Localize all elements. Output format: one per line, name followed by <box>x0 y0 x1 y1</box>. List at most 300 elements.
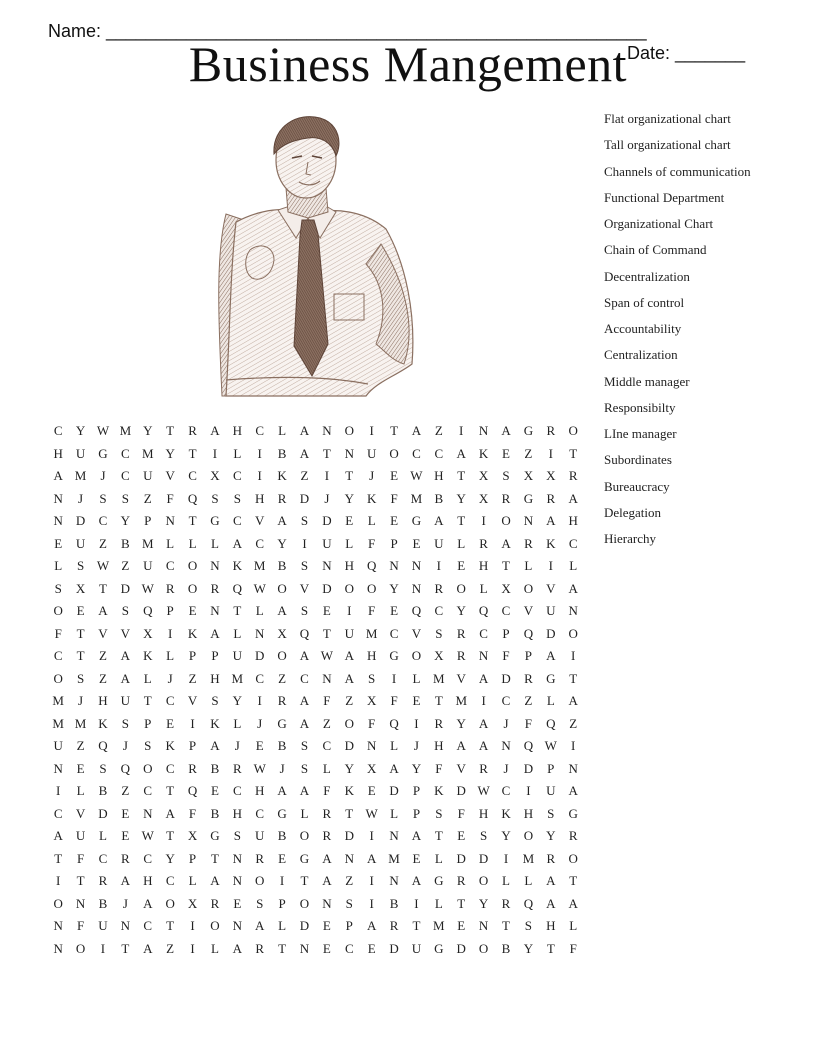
grid-letter[interactable]: N <box>53 918 63 933</box>
grid-letter[interactable]: O <box>568 423 578 438</box>
grid-letter[interactable]: M <box>388 850 400 866</box>
grid-letter[interactable]: T <box>76 625 85 641</box>
grid-letter[interactable]: L <box>457 535 466 551</box>
grid-letter[interactable]: A <box>120 873 131 888</box>
grid-letter[interactable]: I <box>391 670 397 686</box>
grid-letter[interactable]: L <box>166 535 175 551</box>
grid-letter[interactable]: D <box>456 940 466 956</box>
grid-letter[interactable]: M <box>119 423 132 438</box>
grid-letter[interactable]: A <box>568 490 578 506</box>
grid-letter[interactable]: X <box>277 625 287 641</box>
grid-letter[interactable]: C <box>143 850 153 866</box>
grid-letter[interactable]: U <box>75 445 86 461</box>
grid-letter[interactable]: C <box>389 625 399 641</box>
grid-letter[interactable]: F <box>76 918 85 933</box>
grid-letter[interactable]: O <box>478 940 489 956</box>
grid-letter[interactable]: D <box>299 918 310 933</box>
grid-letter[interactable]: T <box>166 783 175 798</box>
grid-letter[interactable]: V <box>411 625 422 641</box>
grid-letter[interactable]: C <box>232 468 242 483</box>
grid-letter[interactable]: C <box>434 445 444 461</box>
grid-letter[interactable]: J <box>234 738 240 753</box>
grid-letter[interactable]: C <box>121 445 130 461</box>
grid-letter[interactable]: B <box>389 895 399 911</box>
grid-letter[interactable]: X <box>366 760 377 776</box>
grid-letter[interactable]: U <box>75 535 86 551</box>
grid-letter[interactable]: R <box>98 873 108 888</box>
grid-letter[interactable]: U <box>434 535 444 551</box>
grid-letter[interactable]: A <box>568 693 578 708</box>
grid-letter[interactable]: E <box>76 760 85 776</box>
grid-letter[interactable]: B <box>98 783 108 798</box>
grid-letter[interactable]: I <box>369 873 374 888</box>
grid-letter[interactable]: D <box>389 783 399 798</box>
grid-letter[interactable]: S <box>144 738 152 753</box>
grid-letter[interactable]: L <box>188 873 197 888</box>
grid-letter[interactable]: G <box>546 670 556 686</box>
grid-letter[interactable]: A <box>299 648 310 663</box>
grid-letter[interactable]: E <box>322 918 331 933</box>
grid-letter[interactable]: H <box>568 513 578 528</box>
grid-letter[interactable]: K <box>546 535 556 551</box>
grid-letter[interactable]: T <box>434 693 443 708</box>
grid-letter[interactable]: R <box>479 760 488 776</box>
grid-letter[interactable]: C <box>255 535 265 551</box>
grid-letter[interactable]: L <box>210 535 219 551</box>
grid-letter[interactable]: O <box>411 648 422 663</box>
grid-letter[interactable]: N <box>478 423 489 438</box>
grid-letter[interactable]: N <box>53 940 63 956</box>
grid-letter[interactable]: D <box>478 850 489 866</box>
grid-letter[interactable]: H <box>210 670 220 686</box>
grid-letter[interactable]: A <box>299 715 310 731</box>
grid-letter[interactable]: O <box>568 625 578 641</box>
grid-letter[interactable]: W <box>253 580 266 596</box>
grid-letter[interactable]: A <box>546 513 556 528</box>
grid-letter[interactable]: F <box>457 805 465 821</box>
grid-letter[interactable]: T <box>166 423 175 438</box>
grid-letter[interactable]: Z <box>143 490 152 506</box>
grid-letter[interactable]: W <box>477 783 490 798</box>
grid-letter[interactable]: R <box>456 648 466 663</box>
grid-letter[interactable]: W <box>96 423 110 438</box>
grid-letter[interactable]: U <box>98 918 108 933</box>
grid-letter[interactable]: P <box>144 715 152 731</box>
grid-letter[interactable]: W <box>141 828 154 843</box>
grid-letter[interactable]: A <box>98 603 108 618</box>
grid-letter[interactable]: T <box>166 828 175 843</box>
grid-letter[interactable]: L <box>502 873 510 888</box>
grid-letter[interactable]: I <box>167 625 173 641</box>
grid-letter[interactable]: Z <box>121 558 130 573</box>
grid-letter[interactable]: T <box>99 580 107 596</box>
grid-letter[interactable]: I <box>257 445 262 461</box>
grid-letter[interactable]: P <box>547 760 555 776</box>
grid-letter[interactable]: D <box>75 513 86 528</box>
grid-letter[interactable]: W <box>253 760 266 776</box>
grid-letter[interactable]: O <box>366 580 377 596</box>
grid-letter[interactable]: H <box>344 558 354 573</box>
grid-letter[interactable]: B <box>210 760 220 776</box>
grid-letter[interactable]: C <box>434 603 444 618</box>
grid-letter[interactable]: F <box>390 490 398 506</box>
grid-letter[interactable]: R <box>434 715 444 731</box>
grid-letter[interactable]: L <box>546 693 555 708</box>
grid-letter[interactable]: T <box>569 445 578 461</box>
grid-letter[interactable]: G <box>299 850 310 866</box>
grid-letter[interactable]: V <box>120 625 131 641</box>
grid-letter[interactable]: A <box>299 693 310 708</box>
grid-letter[interactable]: P <box>412 805 421 821</box>
grid-letter[interactable]: T <box>412 918 421 933</box>
grid-letter[interactable]: O <box>53 895 63 911</box>
grid-letter[interactable]: A <box>255 918 265 933</box>
grid-letter[interactable]: X <box>523 468 534 483</box>
grid-letter[interactable]: H <box>366 648 377 663</box>
grid-letter[interactable]: E <box>390 513 399 528</box>
grid-letter[interactable]: E <box>390 603 399 618</box>
grid-letter[interactable]: S <box>233 490 241 506</box>
grid-letter[interactable]: C <box>479 625 488 641</box>
grid-letter[interactable]: J <box>78 490 84 506</box>
grid-letter[interactable]: C <box>98 513 108 528</box>
grid-letter[interactable]: Q <box>187 783 198 798</box>
grid-letter[interactable]: Y <box>75 423 86 438</box>
grid-letter[interactable]: L <box>233 715 242 731</box>
grid-letter[interactable]: X <box>546 468 556 483</box>
grid-letter[interactable]: H <box>434 738 444 753</box>
grid-letter[interactable]: H <box>232 805 243 821</box>
grid-letter[interactable]: O <box>143 760 153 776</box>
grid-letter[interactable]: I <box>459 423 464 438</box>
grid-letter[interactable]: Z <box>99 535 107 551</box>
grid-letter[interactable]: X <box>478 490 489 506</box>
grid-letter[interactable]: T <box>76 873 85 888</box>
grid-letter[interactable]: K <box>232 558 243 573</box>
grid-letter[interactable]: I <box>56 783 61 798</box>
grid-letter[interactable]: L <box>524 558 533 573</box>
grid-letter[interactable]: O <box>187 558 198 573</box>
grid-letter[interactable]: Z <box>99 648 107 663</box>
grid-letter[interactable]: P <box>390 535 398 551</box>
grid-letter[interactable]: X <box>143 625 153 641</box>
grid-letter[interactable]: K <box>344 783 354 798</box>
grid-letter[interactable]: L <box>390 805 399 821</box>
grid-letter[interactable]: W <box>365 805 378 821</box>
grid-letter[interactable]: M <box>455 693 467 708</box>
grid-letter[interactable]: L <box>367 513 376 528</box>
grid-letter[interactable]: G <box>389 648 399 663</box>
grid-letter[interactable]: F <box>390 693 398 708</box>
grid-letter[interactable]: X <box>187 895 198 911</box>
grid-letter[interactable]: N <box>53 513 63 528</box>
grid-letter[interactable]: M <box>141 535 154 551</box>
grid-letter[interactable]: P <box>412 783 421 798</box>
grid-letter[interactable]: S <box>300 513 309 528</box>
grid-letter[interactable]: H <box>546 918 556 933</box>
grid-letter[interactable]: F <box>368 603 376 618</box>
grid-letter[interactable]: C <box>143 783 153 798</box>
grid-letter[interactable]: E <box>457 918 466 933</box>
grid-letter[interactable]: I <box>324 468 330 483</box>
grid-letter[interactable]: O <box>478 873 489 888</box>
grid-letter[interactable]: A <box>210 423 220 438</box>
grid-letter[interactable]: N <box>143 805 153 821</box>
grid-letter[interactable]: J <box>122 738 128 753</box>
grid-letter[interactable]: K <box>434 783 444 798</box>
grid-letter[interactable]: R <box>210 580 220 596</box>
grid-letter[interactable]: E <box>367 783 376 798</box>
grid-letter[interactable]: W <box>141 580 154 596</box>
grid-letter[interactable]: N <box>478 648 489 663</box>
grid-letter[interactable]: N <box>210 603 220 618</box>
grid-letter[interactable]: U <box>546 783 556 798</box>
grid-letter[interactable]: C <box>568 535 578 551</box>
grid-letter[interactable]: A <box>143 940 153 956</box>
grid-letter[interactable]: A <box>478 715 489 731</box>
grid-letter[interactable]: Q <box>143 603 153 618</box>
grid-letter[interactable]: Q <box>120 760 131 776</box>
grid-letter[interactable]: C <box>53 423 63 438</box>
grid-letter[interactable]: F <box>569 940 577 956</box>
grid-letter[interactable]: S <box>99 760 107 776</box>
grid-letter[interactable]: S <box>480 828 488 843</box>
grid-letter[interactable]: A <box>299 445 310 461</box>
grid-letter[interactable]: K <box>501 805 511 821</box>
grid-letter[interactable]: L <box>278 423 287 438</box>
grid-letter[interactable]: N <box>389 873 399 888</box>
grid-letter[interactable]: G <box>434 873 444 888</box>
grid-letter[interactable]: I <box>212 445 218 461</box>
grid-letter[interactable]: Q <box>546 715 556 731</box>
grid-letter[interactable]: K <box>210 715 220 731</box>
grid-letter[interactable]: T <box>300 873 309 888</box>
grid-letter[interactable]: C <box>232 783 242 798</box>
grid-letter[interactable]: C <box>255 423 265 438</box>
grid-letter[interactable]: B <box>121 535 130 551</box>
grid-letter[interactable]: O <box>344 715 354 731</box>
grid-letter[interactable]: N <box>232 873 243 888</box>
grid-letter[interactable]: A <box>478 738 489 753</box>
grid-letter[interactable]: I <box>481 513 486 528</box>
grid-letter[interactable]: E <box>210 783 219 798</box>
grid-letter[interactable]: Q <box>523 625 534 641</box>
grid-letter[interactable]: I <box>302 535 307 551</box>
grid-letter[interactable]: L <box>300 805 309 821</box>
grid-letter[interactable]: Z <box>278 670 287 686</box>
grid-letter[interactable]: Q <box>478 603 489 618</box>
grid-letter[interactable]: N <box>75 895 86 911</box>
grid-letter[interactable]: U <box>255 828 265 843</box>
grid-letter[interactable]: L <box>569 918 578 933</box>
grid-letter[interactable]: O <box>501 513 511 528</box>
grid-letter[interactable]: Z <box>121 783 130 798</box>
grid-letter[interactable]: Z <box>300 468 309 483</box>
grid-letter[interactable]: E <box>412 693 421 708</box>
grid-letter[interactable]: C <box>412 445 421 461</box>
grid-letter[interactable]: O <box>277 580 287 596</box>
grid-letter[interactable]: L <box>434 895 443 911</box>
grid-letter[interactable]: D <box>389 940 399 956</box>
grid-letter[interactable]: A <box>210 873 220 888</box>
grid-letter[interactable]: U <box>143 558 153 573</box>
grid-letter[interactable]: P <box>144 513 152 528</box>
grid-letter[interactable]: R <box>501 490 511 506</box>
grid-letter[interactable]: A <box>546 873 556 888</box>
grid-letter[interactable]: P <box>278 895 286 911</box>
grid-letter[interactable]: T <box>166 918 175 933</box>
grid-letter[interactable]: R <box>546 423 556 438</box>
grid-letter[interactable]: M <box>433 918 445 933</box>
grid-letter[interactable]: I <box>503 850 509 866</box>
grid-letter[interactable]: I <box>190 940 195 956</box>
grid-letter[interactable]: P <box>188 738 197 753</box>
grid-letter[interactable]: E <box>345 513 354 528</box>
grid-letter[interactable]: V <box>75 805 86 821</box>
grid-letter[interactable]: X <box>434 648 444 663</box>
grid-letter[interactable]: C <box>501 693 511 708</box>
date-field[interactable]: Date: _______ <box>627 43 746 63</box>
grid-letter[interactable]: S <box>76 670 85 686</box>
grid-letter[interactable]: T <box>502 558 510 573</box>
grid-letter[interactable]: Z <box>569 715 578 731</box>
grid-letter[interactable]: B <box>210 805 220 821</box>
grid-letter[interactable]: C <box>255 805 265 821</box>
grid-letter[interactable]: A <box>456 445 466 461</box>
grid-letter[interactable]: V <box>456 760 466 776</box>
grid-letter[interactable]: M <box>74 468 87 483</box>
grid-letter[interactable]: Q <box>98 738 108 753</box>
grid-letter[interactable]: Z <box>99 670 107 686</box>
grid-letter[interactable]: E <box>367 940 376 956</box>
grid-letter[interactable]: A <box>344 670 354 686</box>
grid-letter[interactable]: E <box>188 603 197 618</box>
grid-letter[interactable]: O <box>344 580 354 596</box>
grid-letter[interactable]: D <box>546 625 556 641</box>
grid-letter[interactable]: Y <box>232 693 243 708</box>
grid-letter[interactable]: F <box>76 850 85 866</box>
grid-letter[interactable]: F <box>368 715 376 731</box>
grid-letter[interactable]: T <box>322 625 331 641</box>
grid-letter[interactable]: Z <box>345 693 354 708</box>
grid-letter[interactable]: N <box>53 490 63 506</box>
grid-letter[interactable]: A <box>456 738 466 753</box>
grid-letter[interactable]: J <box>257 715 263 731</box>
grid-letter[interactable]: I <box>190 715 195 731</box>
grid-letter[interactable]: O <box>165 895 175 911</box>
grid-letter[interactable]: E <box>412 535 421 551</box>
grid-letter[interactable]: S <box>300 558 309 573</box>
grid-letter[interactable]: T <box>76 648 85 663</box>
grid-letter[interactable]: C <box>98 850 108 866</box>
grid-letter[interactable]: D <box>98 805 108 821</box>
grid-letter[interactable]: A <box>277 603 287 618</box>
grid-letter[interactable]: L <box>54 558 63 573</box>
grid-letter[interactable]: U <box>366 445 377 461</box>
grid-letter[interactable]: W <box>410 468 423 483</box>
grid-letter[interactable]: R <box>546 850 556 866</box>
grid-letter[interactable]: D <box>456 783 466 798</box>
grid-letter[interactable]: G <box>210 513 220 528</box>
grid-letter[interactable]: L <box>99 828 107 843</box>
grid-letter[interactable]: B <box>277 738 287 753</box>
grid-letter[interactable]: A <box>501 535 511 551</box>
grid-letter[interactable]: T <box>278 940 287 956</box>
grid-letter[interactable]: I <box>414 895 419 911</box>
grid-letter[interactable]: H <box>232 423 243 438</box>
grid-letter[interactable]: C <box>501 603 511 618</box>
grid-letter[interactable]: U <box>322 535 332 551</box>
grid-letter[interactable]: T <box>546 940 555 956</box>
grid-letter[interactable]: Y <box>344 760 354 776</box>
grid-letter[interactable]: L <box>210 940 219 956</box>
grid-letter[interactable]: K <box>478 445 489 461</box>
grid-letter[interactable]: V <box>187 693 198 708</box>
grid-letter[interactable]: O <box>344 423 354 438</box>
grid-letter[interactable]: D <box>456 850 466 866</box>
grid-letter[interactable]: Y <box>546 828 556 843</box>
grid-letter[interactable]: Y <box>389 580 399 596</box>
grid-letter[interactable]: S <box>211 693 219 708</box>
grid-letter[interactable]: M <box>365 625 378 641</box>
grid-letter[interactable]: O <box>523 580 534 596</box>
grid-letter[interactable]: N <box>322 423 332 438</box>
grid-letter[interactable]: C <box>53 648 63 663</box>
grid-letter[interactable]: E <box>322 940 331 956</box>
grid-letter[interactable]: O <box>299 895 310 911</box>
grid-letter[interactable]: L <box>166 648 175 663</box>
grid-letter[interactable]: T <box>188 513 197 528</box>
grid-letter[interactable]: R <box>456 625 466 641</box>
grid-letter[interactable]: R <box>479 535 488 551</box>
grid-letter[interactable]: X <box>366 693 377 708</box>
grid-letter[interactable]: O <box>75 940 86 956</box>
grid-letter[interactable]: A <box>120 648 131 663</box>
grid-letter[interactable]: D <box>120 580 131 596</box>
grid-letter[interactable]: R <box>546 490 556 506</box>
grid-letter[interactable]: G <box>98 445 108 461</box>
grid-letter[interactable]: B <box>434 490 444 506</box>
grid-letter[interactable]: E <box>233 895 242 911</box>
grid-letter[interactable]: S <box>233 828 241 843</box>
grid-letter[interactable]: L <box>233 445 242 461</box>
grid-letter[interactable]: I <box>369 895 374 911</box>
grid-letter[interactable]: R <box>232 760 242 776</box>
grid-letter[interactable]: U <box>120 693 131 708</box>
grid-letter[interactable]: I <box>369 828 374 843</box>
grid-letter[interactable]: S <box>54 580 62 596</box>
grid-letter[interactable]: B <box>277 445 287 461</box>
grid-letter[interactable]: E <box>166 715 175 731</box>
grid-letter[interactable]: P <box>345 918 353 933</box>
grid-letter[interactable]: C <box>121 468 130 483</box>
grid-letter[interactable]: J <box>100 468 106 483</box>
grid-letter[interactable]: M <box>52 693 64 708</box>
grid-letter[interactable]: V <box>255 513 265 528</box>
grid-letter[interactable]: F <box>188 805 197 821</box>
grid-letter[interactable]: L <box>278 918 287 933</box>
grid-letter[interactable]: Y <box>456 715 466 731</box>
grid-letter[interactable]: C <box>501 783 511 798</box>
grid-letter[interactable]: T <box>322 445 331 461</box>
grid-letter[interactable]: P <box>502 625 510 641</box>
grid-letter[interactable]: N <box>478 918 489 933</box>
grid-letter[interactable]: A <box>210 625 220 641</box>
grid-letter[interactable]: C <box>255 670 265 686</box>
grid-letter[interactable]: D <box>344 828 354 843</box>
grid-letter[interactable]: P <box>188 850 197 866</box>
grid-letter[interactable]: I <box>56 873 61 888</box>
